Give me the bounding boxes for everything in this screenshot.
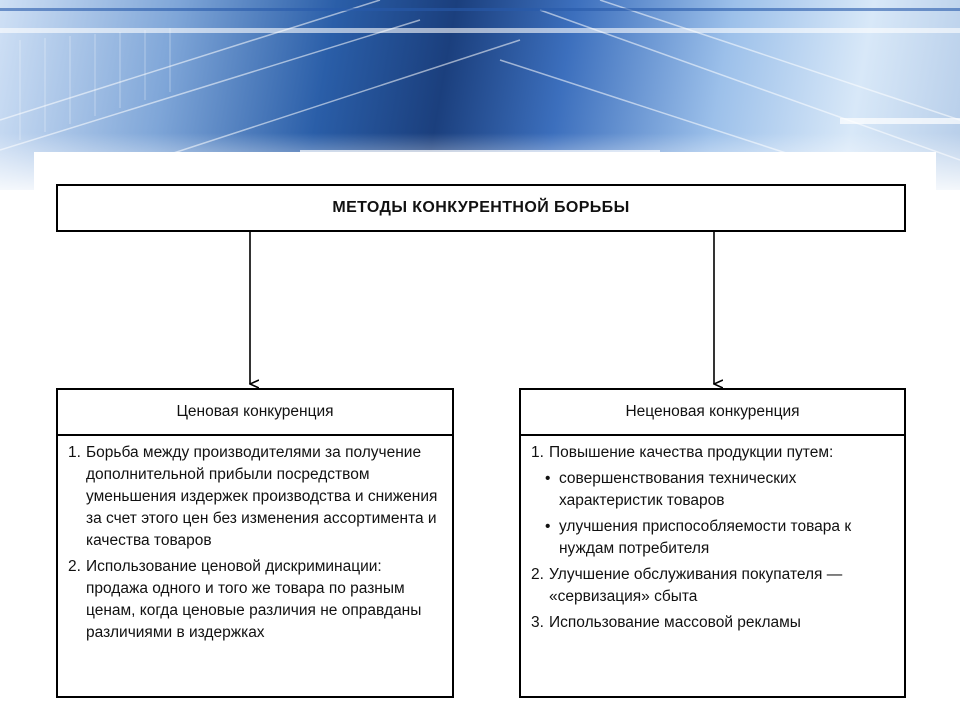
price-competition-list [58,436,452,644]
bullet-text: улучшения приспособляемости товара к нуждам потребителя [559,518,852,557]
sub-bullet [545,468,894,512]
item-number: 1. [68,444,81,461]
list-item [531,564,894,608]
item-number: 1. [531,444,544,461]
bullet-text: совершенствования технических характеристик товаров [559,470,797,509]
list-item [531,612,894,634]
nonprice-competition-box [519,388,906,698]
item-text: Использование ценовой дискриминации: продажа одного и того же товара по разным ценам, когда ценовые различия не оправданы различиями в издержках [86,558,422,641]
bullet-glyph: • [545,518,551,535]
item-number: 2. [68,558,81,575]
item-number: 2. [531,566,544,583]
price-competition-heading: Ценовая конкуренция [58,390,452,436]
list-item [68,442,442,552]
item-text: Улучшение обслуживания покупателя — «сервизация» сбыта [549,566,843,605]
price-competition-box [56,388,454,698]
diagram-title: МЕТОДЫ КОНКУРЕНТНОЙ БОРЬБЫ [332,199,630,216]
nonprice-competition-heading: Неценовая конкуренция [521,390,904,436]
bullet-glyph: • [545,470,551,487]
item-text: Использование массовой рекламы [549,614,801,631]
list-item [531,442,894,464]
item-number: 3. [531,614,544,631]
list-item [68,556,442,644]
item-text: Повышение качества продукции путем: [549,444,834,461]
title-box [56,184,906,232]
sub-bullet [545,516,894,560]
nonprice-competition-list [521,436,904,634]
item-text: Борьба между производителями за получение дополнительной прибыли посредством уменьшения издержек производства и снижения за счет этого цен без изменения ассортимента и качества товаров [86,444,438,549]
